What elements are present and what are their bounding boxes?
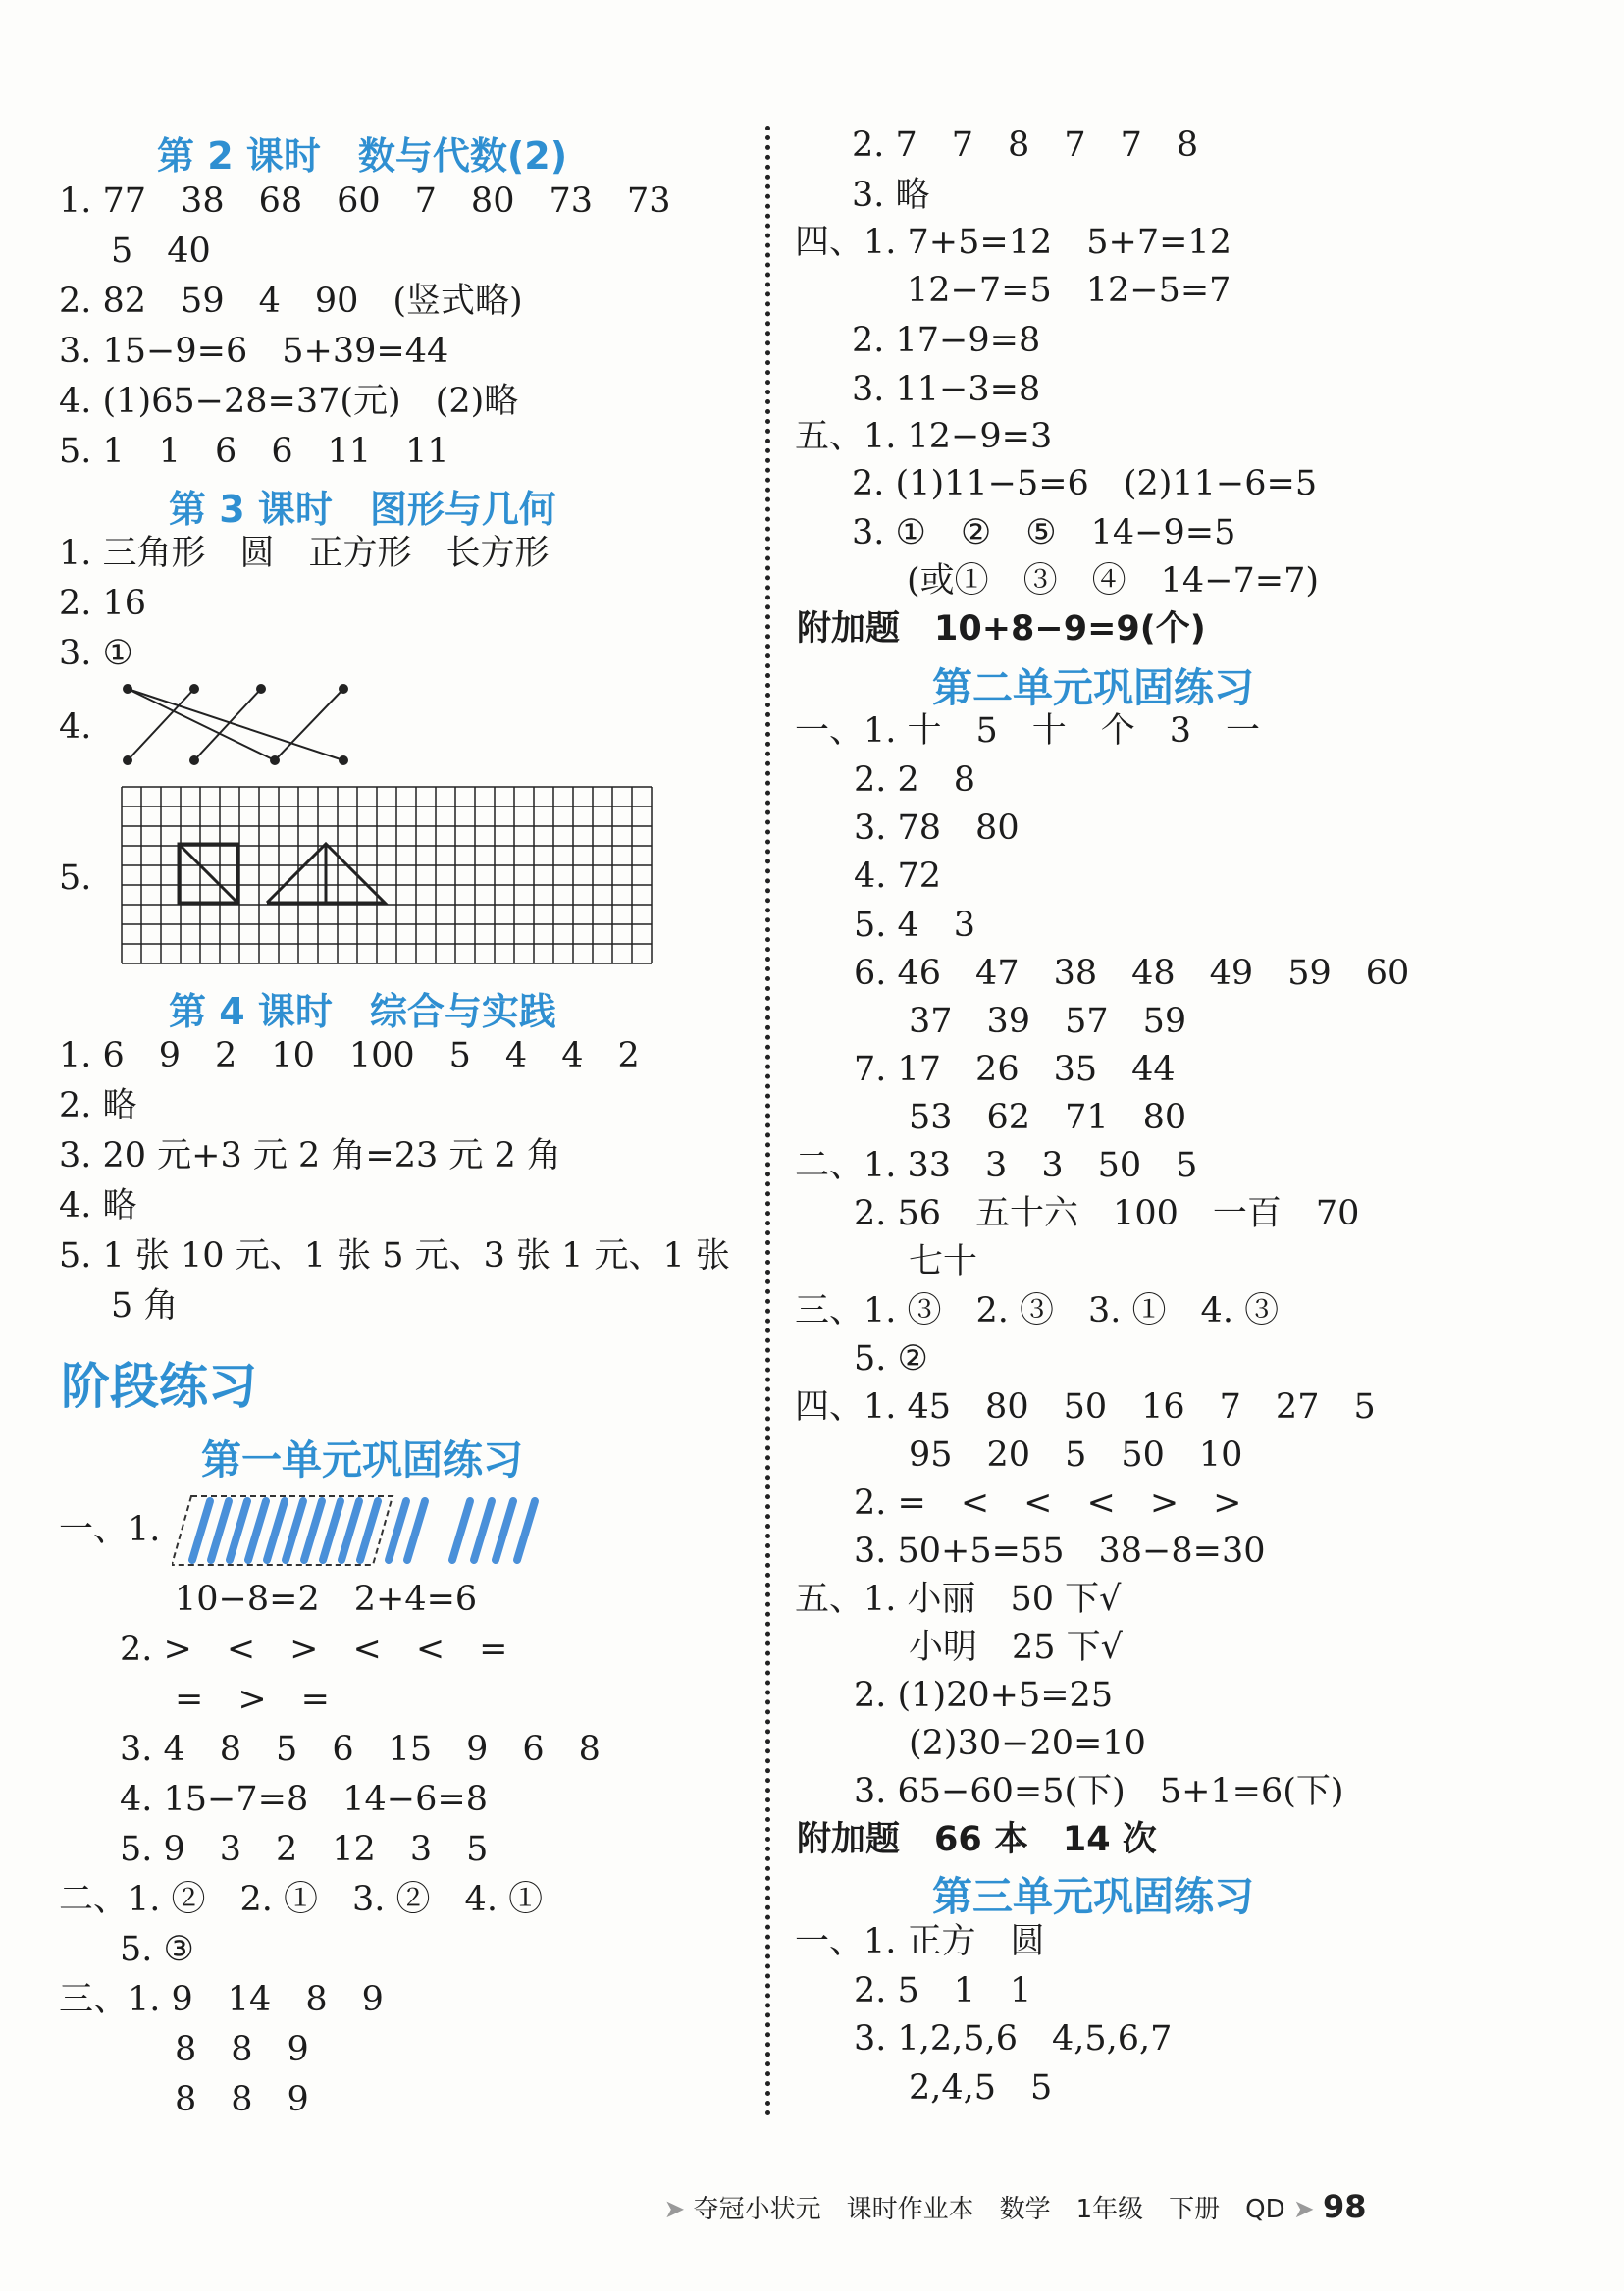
u2-d1a: 四、1. 45 80 50 16 7 27 5 bbox=[795, 1387, 1376, 1427]
l2-q4: 4. (1)65−28=37(元) (2)略 bbox=[59, 382, 519, 421]
r-line-6: 3. 11−3=8 bbox=[852, 370, 1041, 409]
u2-d2: 2. = < < < > > bbox=[854, 1484, 1242, 1523]
arrow-right-icon-2: ➤ bbox=[1284, 2195, 1323, 2224]
l4-q1: 1. 6 9 2 10 100 5 4 4 2 bbox=[59, 1036, 640, 1075]
counting-stick bbox=[452, 1501, 470, 1560]
u2-a3: 3. 78 80 bbox=[854, 808, 1020, 848]
u2-a2: 2. 2 8 bbox=[854, 760, 976, 800]
u1-s3-1c: 8 8 9 bbox=[175, 2080, 309, 2119]
r-line-2: 3. 略 bbox=[852, 176, 930, 215]
counting-stick bbox=[192, 1501, 210, 1560]
l4-q5a: 5. 1 张 10 元、1 张 5 元、3 张 1 元、1 张 bbox=[59, 1236, 730, 1276]
r-line-10: (或① ③ ④ 14−7=7) bbox=[907, 561, 1320, 600]
u2-b2a: 2. 56 五十六 100 一百 70 bbox=[854, 1194, 1360, 1233]
u3-a2: 2. 5 1 1 bbox=[854, 1971, 1032, 2010]
r-line-3: 四、1. 7+5=12 5+7=12 bbox=[795, 223, 1231, 262]
u1-s2-5: 5. ③ bbox=[120, 1930, 194, 1969]
r-line-4: 12−7=5 12−5=7 bbox=[907, 271, 1231, 310]
r-line-9: 3. ① ② ⑤ 14−9=5 bbox=[852, 513, 1236, 552]
u2-d3: 3. 50+5=55 38−8=30 bbox=[854, 1532, 1266, 1571]
counting-stick bbox=[304, 1501, 322, 1560]
u3-a3a: 3. 1,2,5,6 4,5,6,7 bbox=[854, 2019, 1173, 2058]
u3-a3b: 2,4,5 5 bbox=[909, 2068, 1053, 2108]
u1-s3-1a: 三、1. 9 14 8 9 bbox=[59, 1980, 384, 2019]
l4-q4: 4. 略 bbox=[59, 1186, 137, 1225]
lesson2-title: 第 2 课时 数与代数(2) bbox=[157, 134, 568, 178]
u2-e1a: 五、1. 小丽 50 下√ bbox=[795, 1580, 1122, 1619]
u1-s1-1: 一、1. bbox=[59, 1510, 161, 1549]
r-line-7: 五、1. 12−9=3 bbox=[795, 417, 1053, 456]
u1-s1-4: 4. 15−7=8 14−6=8 bbox=[120, 1780, 488, 1819]
r-line-8: 2. (1)11−5=6 (2)11−6=5 bbox=[852, 464, 1318, 503]
l2-q1b: 5 40 bbox=[111, 232, 211, 271]
u2-d1b: 95 20 5 50 10 bbox=[909, 1435, 1243, 1475]
u2-c5: 5. ② bbox=[854, 1339, 928, 1379]
r-line-5: 2. 17−9=8 bbox=[852, 321, 1041, 360]
u2-a7b: 53 62 71 80 bbox=[909, 1098, 1187, 1137]
counting-stick bbox=[248, 1501, 266, 1560]
l2-q3: 3. 15−9=6 5+39=44 bbox=[59, 332, 449, 371]
page-number: 98 bbox=[1322, 2188, 1367, 2225]
page-footer bbox=[648, 2159, 1366, 2225]
u2-b2b: 七十 bbox=[909, 1242, 978, 1281]
u2-a1: 一、1. 十 5 十 个 3 一 bbox=[795, 711, 1261, 751]
book-info: 夺冠小状元 课时作业本 数学 1年级 下册 QD bbox=[693, 2195, 1285, 2224]
l3-q5: 5. bbox=[59, 859, 92, 898]
arrow-right-icon: ➤ bbox=[663, 2195, 694, 2224]
l3-q4: 4. bbox=[59, 707, 92, 747]
l3-q1: 1. 三角形 圆 正方形 长方形 bbox=[59, 534, 550, 573]
counting-stick bbox=[474, 1501, 492, 1560]
u1-s1-2b: = > = bbox=[175, 1680, 330, 1719]
r-line-1: 2. 7 7 8 7 7 8 bbox=[852, 126, 1199, 165]
counting-stick bbox=[323, 1501, 341, 1560]
counting-stick bbox=[286, 1501, 303, 1560]
u2-a5: 5. 4 3 bbox=[854, 906, 976, 945]
counting-stick bbox=[407, 1501, 425, 1560]
u1-s3-1b: 8 8 9 bbox=[175, 2030, 309, 2069]
counting-stick bbox=[341, 1501, 359, 1560]
unit2-title: 第二单元巩固练习 bbox=[932, 664, 1254, 711]
l3-q2: 2. 16 bbox=[59, 584, 147, 623]
u2-a6b: 37 39 57 59 bbox=[909, 1002, 1187, 1041]
l2-q2: 2. 82 59 4 90 (竖式略) bbox=[59, 282, 523, 321]
counting-stick bbox=[230, 1501, 247, 1560]
u2-c1: 三、1. ③ 2. ③ 3. ① 4. ③ bbox=[795, 1291, 1280, 1330]
l4-q2: 2. 略 bbox=[59, 1086, 137, 1125]
u1-s1-5: 5. 9 3 2 12 3 5 bbox=[120, 1830, 489, 1869]
u2-b1: 二、1. 33 3 3 50 5 bbox=[795, 1146, 1198, 1185]
u2-e2b: (2)30−20=10 bbox=[909, 1724, 1146, 1763]
lesson4-title: 第 4 课时 综合与实践 bbox=[169, 990, 556, 1033]
dot-matching-diagram bbox=[118, 677, 353, 775]
counting-stick bbox=[267, 1501, 285, 1560]
r-bonus-1: 附加题 10+8−9=9(个) bbox=[797, 609, 1206, 649]
u2-a6a: 6. 46 47 38 48 49 59 60 bbox=[854, 954, 1410, 993]
counting-stick bbox=[360, 1501, 378, 1560]
u2-e1b: 小明 25 下√ bbox=[909, 1628, 1123, 1667]
u1-s1-2a: 2. > < > < < = bbox=[120, 1630, 508, 1669]
counting-stick bbox=[211, 1501, 229, 1560]
counting-sticks-diagram bbox=[172, 1491, 554, 1570]
counting-stick bbox=[389, 1501, 406, 1560]
u2-a7a: 7. 17 26 35 44 bbox=[854, 1050, 1176, 1089]
lesson3-title: 第 3 课时 图形与几何 bbox=[169, 488, 556, 531]
unit1-title: 第一单元巩固练习 bbox=[201, 1436, 523, 1484]
grid-shapes-diagram bbox=[120, 785, 655, 966]
unit3-title: 第三单元巩固练习 bbox=[932, 1873, 1254, 1920]
column-divider bbox=[765, 126, 770, 2117]
l4-q3: 3. 20 元+3 元 2 角=23 元 2 角 bbox=[59, 1136, 561, 1175]
l2-q1a: 1. 77 38 68 60 7 80 73 73 bbox=[59, 182, 671, 221]
u2-a4: 4. 72 bbox=[854, 857, 942, 896]
counting-stick bbox=[517, 1501, 535, 1560]
u1-s1-1b: 10−8=2 2+4=6 bbox=[175, 1580, 478, 1619]
l4-q5b: 5 角 bbox=[111, 1286, 179, 1326]
u1-s1-3: 3. 4 8 5 6 15 9 6 8 bbox=[120, 1730, 601, 1769]
l2-q5: 5. 1 1 6 6 11 11 bbox=[59, 432, 449, 471]
u3-a1: 一、1. 正方 圆 bbox=[795, 1922, 1045, 1961]
counting-stick bbox=[496, 1501, 513, 1560]
u1-s2-1: 二、1. ② 2. ① 3. ② 4. ① bbox=[59, 1880, 544, 1919]
u2-e3: 3. 65−60=5(下) 5+1=6(下) bbox=[854, 1772, 1344, 1811]
u2-bonus: 附加题 66 本 14 次 bbox=[797, 1820, 1157, 1859]
u2-e2a: 2. (1)20+5=25 bbox=[854, 1676, 1114, 1715]
stage-practice-heading: 阶段练习 bbox=[61, 1358, 257, 1415]
l3-q3: 3. ① bbox=[59, 634, 133, 673]
